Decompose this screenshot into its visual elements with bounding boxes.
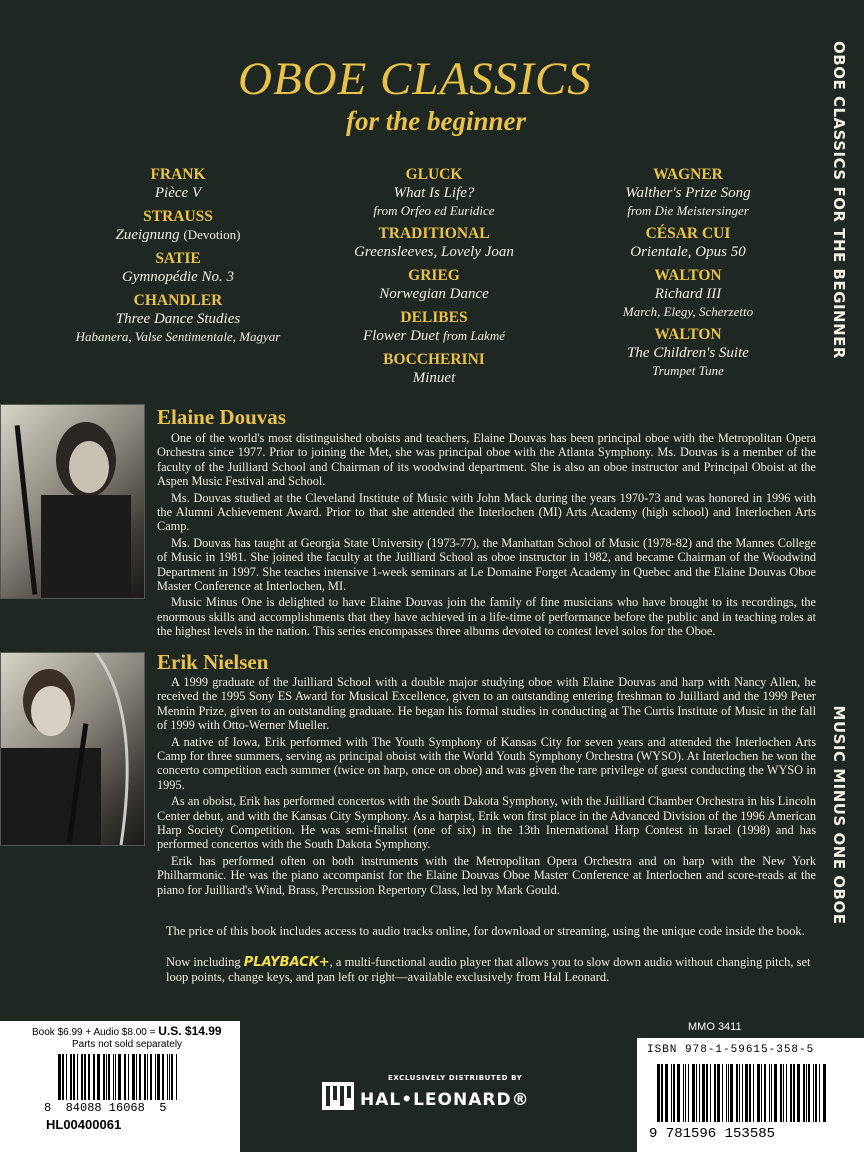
work-title-line [48,226,308,244]
bio-paragraph: A 1999 graduate of the Juilliard School with a double major studying oboe with Elaine Douvas and harp with Nancy Allen, he received the 1995 Sony ES Award for Musical Excellence, given to an outstanding entering freshman to Juilliard and the 1999 Peter Mennin Prize, given to an outstanding graduate. He began his formal studies in conducting at The Curtis Institute of Music in the fall of 1999 with Otto-Werner Mueller. [157,675,816,733]
repertoire-column-3 [558,166,818,379]
isbn-barcode [657,1064,827,1122]
book-title: OBOE CLASSICS [238,53,592,105]
barcode-bar [749,1064,751,1122]
barcode-bar [774,1064,777,1122]
composer: SATIE [155,250,201,267]
bio-name-erik: Erik Nielsen [157,650,269,674]
barcode-bar [84,1054,86,1100]
isbn-barcode-box [637,1038,864,1152]
price-barcode-box [0,1021,240,1152]
barcode-bar [736,1064,738,1122]
barcode-bar [155,1054,157,1100]
barcode-bar [93,1054,94,1100]
barcode-bar [657,1064,660,1122]
bio-erik-text [157,675,816,899]
barcode-bar [696,1064,697,1122]
barcode-bar [783,1064,784,1122]
playback-logo: PLAYBACK+ [243,955,330,970]
barcode-bar [769,1064,770,1122]
price-total: U.S. $14.99 [158,1024,222,1038]
barcode-bar [169,1054,170,1100]
composer: STRAUSS [143,208,213,225]
barcode-bar [813,1064,814,1122]
barcode-bar [739,1064,740,1122]
work-title: Three Dance Studies [115,311,241,327]
erik-nielsen-photo [0,652,145,846]
work-note: (Devotion) [183,227,241,242]
barcode-bar [171,1054,173,1100]
composer: GRIEG [408,267,460,284]
distributor-label: EXCLUSIVELY DISTRIBUTED BY [388,1074,523,1082]
composer: BOCCHERINI [383,351,485,368]
work-note: from Lakmé [443,328,505,343]
bio-paragraph: Ms. Douvas studied at the Cleveland Institute of Music with John Mack during the years 1970-73 and was honored in 1996 with the Alumni Achievement Award. Prior to that she attended the Interlochen (MI) Arts Academy (high school) and Interlochen Arts Camp. [157,490,816,534]
barcode-bar [702,1064,705,1122]
barcode-bar [665,1064,668,1122]
barcode-bar [819,1064,821,1122]
hal-leonard-logo [322,1074,582,1124]
barcode-bar [823,1064,826,1122]
composer: CHANDLER [133,292,223,309]
barcode-bar [771,1064,772,1122]
barcode-bar [671,1064,672,1122]
barcode-bar [124,1054,125,1100]
bio-paragraph: Music Minus One is delighted to have Elaine Douvas join the family of fine musicians who have brought to its recordings, the enormous skills and accomplishments that they have achieved in a life-time of performance before the public and in teaching roles at the highest levels in the nation. This series encompasses three albums devoted to contest level solos for the Oboe. [157,595,816,639]
barcode-bar [94,1054,95,1100]
barcode-bar [742,1064,743,1122]
barcode-bar [699,1064,700,1122]
barcode-bar [66,1054,67,1100]
barcode-bar [722,1064,723,1122]
barcode-bar [661,1064,664,1122]
work-title: Flower Duet [363,328,440,344]
barcode-bar [790,1064,792,1122]
barcode-bar [753,1064,755,1122]
repertoire-column-2 [304,166,564,387]
catalog-number: MMO 3411 [688,1021,742,1033]
work-title: The Children's Suite [627,345,749,361]
barcode-bar [132,1054,135,1100]
work-title: Greensleeves, Lovely Joan [354,244,514,260]
portrait-illustration [1,653,144,845]
barcode-bar [717,1064,720,1122]
work-title: Minuet [412,370,456,386]
composer: TRADITIONAL [378,225,490,242]
portrait-illustration [1,405,144,598]
composer: WAGNER [653,166,723,183]
parts-note: Parts not sold separately [72,1039,183,1050]
bio-paragraph: Ms. Douvas has taught at Georgia State University (1973-77), the Manhattan School of Music (1978-82) and the Mannes College of Music in 1981. She joined the faculty at the Juilliard School as oboe instructor in 1982, and became Chairman of the Woodwind Department in 1997. She teaches intensive 1-week seminars at Le Domaine Forget Academy in Quebec and the Elaine Douvas Oboe Master Conference at Interlochen, MI. [157,535,816,594]
isbn-text: ISBN 978-1-59615-358-5 [647,1044,815,1056]
composer: WALTON [654,267,722,284]
work-movements: Habanera, Valse Sentimentale, Magyar [75,329,281,344]
playback-notice [166,955,826,985]
barcode-bar [714,1064,717,1122]
barcode-bar [726,1064,727,1122]
spine-series: MUSIC MINUS ONE OBOE [830,705,848,925]
work-title: Pièce V [154,185,202,201]
barcode-bar [692,1064,695,1122]
work-title: What Is Life? [393,185,475,201]
barcode-bar [162,1054,164,1100]
playback-post: , a multi-functional audio player that allows you to slow down audio without changing pitch, set loop points, change keys, and pan left or right—available exclusively from Hal Leonard. [166,955,811,984]
elaine-douvas-photo [0,404,145,599]
distributor-name: HAL•LEONARD® [360,1090,530,1110]
barcode-bar [118,1054,121,1100]
work-title: Orientale, Opus 50 [630,244,746,260]
composer: DELIBES [400,309,468,326]
barcode-bar [150,1054,152,1100]
barcode-bar [128,1054,129,1100]
barcode-bar [797,1064,800,1122]
composer: GLUCK [405,166,463,183]
barcode-bar [683,1064,685,1122]
work-title-line [304,327,564,345]
bio-paragraph: One of the world's most distinguished oboists and teachers, Elaine Douvas has been principal oboe with the Metropolitan Opera Orchestra since 1977. Prior to joining the Met, she was principal oboe with the Atlanta Symphony. Ms. Douvas is a member of the faculty of the Juilliard School and Chairman of its woodwind department. She is also an oboe instructor and Principal Oboist at the Aspen Music Festival and School. [157,431,816,489]
barcode-bar [88,1054,90,1100]
book-subtitle: for the beginner [346,106,527,136]
barcode-bar [710,1064,711,1122]
playback-pre: Now including [166,955,244,969]
work-title: Norwegian Dance [379,286,489,302]
barcode-bar [808,1064,810,1122]
item-code: HL00400061 [46,1117,122,1132]
barcode-bar [815,1064,817,1122]
barcode-bar [58,1054,61,1100]
barcode-bar [677,1064,680,1122]
barcode-bar [688,1064,689,1122]
barcode-bar [73,1054,76,1100]
work-movements: Trumpet Tune [652,363,724,378]
barcode-bar [176,1054,177,1100]
hal-leonard-icon [322,1082,354,1110]
barcode-bar [728,1064,729,1122]
barcode-bar [757,1064,760,1122]
barcode-bar [786,1064,787,1122]
barcode-bar [157,1054,160,1100]
bio-paragraph: Erik has performed often on both instruments with the Metropolitan Opera Orchestra and on harp with the New York Philharmonic. He was the piano accompanist for the Elaine Douvas Oboe Master Conference at Interlochen and score-reads at the piano for Juilliard's Wind, Brass, Percussion Repertory Class, led by Mark Gould. [157,853,816,897]
barcode-bar [77,1054,78,1100]
bio-paragraph: As an oboist, Erik has performed concertos with the South Dakota Symphony, with the Juilliard Chamber Orchestra in his Lincoln Center debut, and with the Kansas City Symphony. As a harpist, Erik won first place in the Advanced Division of the 1996 American Harp Society Competition. He was semi-finalist (one of six) in the 13th International Harp Contest in Israel (1998) and has performed concertos with the South Dakota Symphony. [157,794,816,852]
work-title: Gymnopédie No. 3 [121,269,235,285]
bio-paragraph: A native of Iowa, Erik performed with The Youth Symphony of Kansas City for seven years and attended the Interlochen Arts Camp for three summers, serving as principal oboist with the World Youth Symphony Orchestra (WYSO). At Interlochen he won the concerto competition each summer (twice on harp, once on oboe) and was given the rare privilege of guest conducting the WYSO in 1995. [157,734,816,792]
spine-title: OBOE CLASSICS FOR THE BEGINNER [830,41,848,359]
barcode-bar [673,1064,676,1122]
barcode-bar [97,1054,100,1100]
barcode-bar [144,1054,146,1100]
barcode-bar [108,1054,110,1100]
price-breakdown: Book $6.99 + Audio $8.00 = [32,1027,159,1038]
barcode-bar [761,1064,762,1122]
barcode-bar [81,1054,83,1100]
barcode-bar [139,1054,142,1100]
work-title: Zueignung [115,227,180,243]
barcode-bar [147,1054,148,1100]
price-line [32,1024,222,1038]
repertoire-column-1 [48,166,308,345]
barcode-bar [115,1054,116,1100]
composer: FRANK [150,166,206,183]
work-movements: March, Elegy, Scherzetto [622,304,754,319]
barcode-bar [685,1064,686,1122]
barcode-bar [745,1064,748,1122]
barcode-bar [103,1054,105,1100]
barcode-bar [70,1054,72,1100]
barcode-bar [136,1054,137,1100]
work-source: from Die Meistersinger [627,203,749,218]
barcode-bar [730,1064,733,1122]
barcode-bar [793,1064,796,1122]
composer: CÉSAR CUI [645,225,731,242]
work-title: Walther's Prize Song [625,185,751,201]
bio-elaine-text [157,431,816,641]
barcode-bar [62,1054,65,1100]
barcode-bar [780,1064,783,1122]
composer: WALTON [654,326,722,343]
work-source: from Orfeo ed Euridice [373,203,495,218]
barcode-bar [706,1064,708,1122]
barcode-bar [806,1064,807,1122]
barcode-bar [106,1054,107,1100]
isbn-digits: 9 781596 153585 [649,1126,776,1142]
audio-access-notice: The price of this book includes access to audio tracks online, for download or streaming, using the unique code inside the book. [166,924,805,938]
work-title: Richard III [654,286,722,302]
upc-barcode [58,1054,178,1100]
upc-digits: 8 84088 16068 5 [44,1101,167,1115]
barcode-bar [125,1054,126,1100]
barcode-bar [113,1054,114,1100]
barcode-bar [167,1054,168,1100]
bio-name-elaine: Elaine Douvas [157,405,286,429]
barcode-bar [803,1064,805,1122]
barcode-bar [764,1064,767,1122]
